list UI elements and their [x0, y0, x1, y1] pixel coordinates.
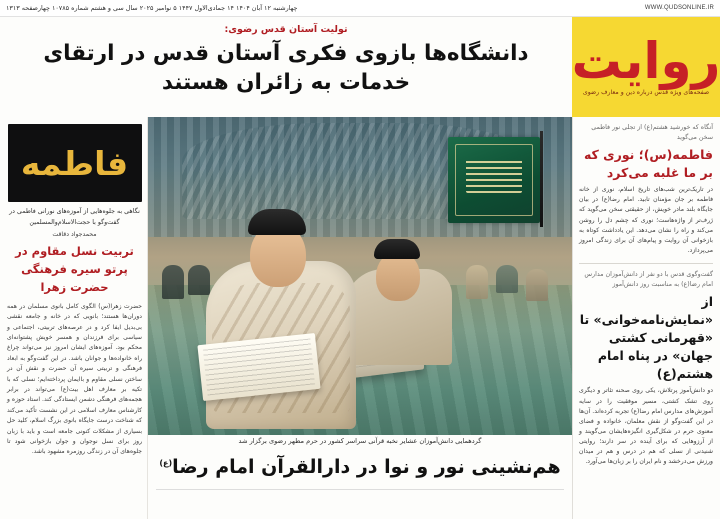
photo-background — [148, 117, 572, 435]
lead-headline-block — [0, 18, 572, 117]
photo-second-student — [344, 233, 452, 365]
calligraphy-artwork — [8, 124, 142, 202]
secondary-headline — [148, 455, 572, 480]
left-article-body: حضرت زهرا(س) الگوی کامل بانوی مسلمان در همه دوران‌ها هستند؛ بانویی که در خانه و جامعه نقشی بی‌بدیل ایفا کرد و در عرصه‌های تربیتی، اجتماعی و سیاسی برای فرزندان و همسر خویش پشتوانه‌ای محکم بود. آموزه‌های ایشان امروز نیز می‌تواند چراغ راه خانواده‌ها و جوانان باشد. در این گفت‌وگو به ابعاد فرهنگی و تربیتی سیره آن حضرت و نقش آن در ساختن نسلی مقاوم و باایمان پرداخته‌ایم؛ نسلی که با تکیه بر معارف اهل بیت(ع) می‌تواند در برابر هجمه‌های فرهنگی دشمن ایستادگی کند. استاد حوزه و کارشناس معارف اسلامی در این نشست تأکید می‌کند که شناخت درست جایگاه بانوی بزرگ اسلام، کلید حل بسیاری از مشکلات کنونی جامعه است و باید با زبان روز برای نسل نوجوان و جوان بازخوانی شود تا جلوه‌های آن در زندگی روزمره مشهود باشد. — [7, 302, 142, 456]
left-article-kicker: نگاهی به جلوه‌هایی از آموزه‌های نورانی فاطمی در گفت‌وگو با حجت‌الاسلام‌والمسلمین — [9, 208, 140, 226]
sidebar-divider — [579, 263, 713, 264]
sidebar-article-1-title: فاطمه(س)؛ نوری که بر ما غلبه می‌کرد — [583, 147, 713, 181]
sidebar-article-1-kicker: آنگاه که خورشید هشتم(ع) از تجلی نور فاطمی سخن می‌گوید — [591, 124, 713, 142]
left-article-title: تربیت نسل مقاوم در پرتو سیره فرهنگی حضرت زهرا — [15, 244, 134, 295]
bottom-divider — [156, 489, 564, 490]
issue-dateline: چهارشنبه ۱۲ آبان ۱۴۰۴ ۱۴ جمادی‌الاول ۱۴۴۷ ۵ نوامبر ۲۰۲۵ سال سی و هشتم شماره ۱۰۷۸۵ چهارصفحه ۱۳۱۳ — [6, 4, 298, 12]
photo-second-student-cap — [374, 239, 420, 259]
headline-kicker: تولیت آستان قدس رضوی: — [224, 24, 348, 35]
photo-banner-pole — [540, 131, 543, 227]
lead-photo — [148, 117, 572, 435]
publication-logo: روایت — [571, 32, 720, 91]
honorific-mark: (ع) — [159, 458, 173, 468]
top-bar — [0, 0, 720, 17]
sidebar-article-1 — [579, 123, 713, 256]
calligraphy-text: فاطمه — [20, 143, 129, 183]
photo-caption: گردهمایی دانش‌آموزان عشایر نخبه قرآنی سراسر کشور در حرم مطهر رضوی برگزار شد — [238, 437, 482, 445]
sidebar-article-2-kicker: گفت‌وگوی قدس با دو نفر از دانش‌آموزان مدارس امام رضا(ع) به مناسبت روز دانش‌آموز — [584, 270, 713, 288]
photo-green-banner — [448, 137, 540, 223]
photo-background-figure — [526, 269, 548, 301]
masthead-subtitle: صفحه‌های ویژه قدس درباره دین و معارف رضوی — [582, 88, 710, 96]
sidebar-article-2 — [579, 270, 713, 467]
photo-background-figure — [466, 265, 488, 299]
masthead-logo-block — [572, 17, 720, 117]
website-url: WWW.QUDSONLINE.IR — [644, 5, 714, 11]
sidebar-article-2-body: دو دانش‌آموز پرتلاش، یکی روی صحنه تئاتر و دیگری روی تشک کشتی، مسیر موفقیت را در سایه آموزش‌های مدارس امام رضا(ع) تجربه کرده‌اند. آن‌ها در این گفت‌وگو از نقش معلمان، خانواده و فضای معنوی حرم در شکل‌گیری انگیزه‌هایشان می‌گویند و از آرزوهایی که برای آینده در سر دارند؛ روایتی شنیدنی از نسلی که هم در درس و هم در میدان ورزش می‌درخشد و نام ایران را بر زبان‌ها می‌آورد. — [579, 387, 713, 465]
sidebar-article-1-body: در تاریک‌ترین شب‌های تاریخ اسلام، نوری از خانه فاطمه بر جان مؤمنان تابید. امام رضا(ع) در بیان جایگاه بلند مادر خویش، از حقیقتی سخن می‌گوید که ژرف‌تر از واژه‌هاست؛ نوری که چشم دل را روشن می‌کند و راه را نشان می‌دهد. این یادداشت کوتاه به بازخوانی آن روایت و پیام‌های آن برای زندگی امروز می‌پردازد. — [579, 186, 713, 254]
left-article-byline: محمدجواد دقاقت — [52, 231, 97, 239]
right-sidebar — [572, 117, 720, 519]
photo-main-student — [206, 201, 356, 429]
left-column — [0, 120, 148, 519]
photo-background-figure — [496, 265, 518, 293]
secondary-headline-text: هم‌نشینی نور و نوا در دارالقرآن امام رضا — [172, 456, 561, 478]
photo-main-student-cap — [248, 209, 306, 235]
photo-background-figure — [162, 265, 184, 299]
page-title: دانشگاه‌ها بازوی فکری آستان قدس در ارتقای خدمات به زائران هستند — [43, 41, 529, 96]
sidebar-article-2-title: از «نمایش‌نامه‌خوانی» تا «قهرمانی کشتی جهان» در پناه امام هشتم(ع) — [579, 293, 713, 382]
